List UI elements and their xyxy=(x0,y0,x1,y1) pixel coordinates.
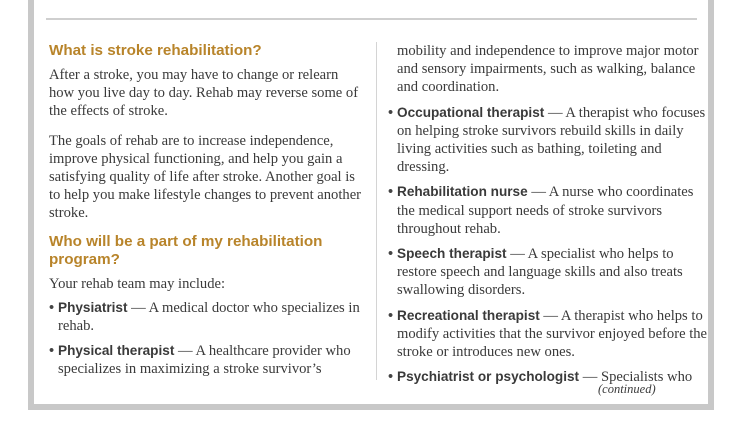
list-item xyxy=(388,183,710,238)
list-item-text: — A therapist who focuses on helping stroke survivors rebuild skills in daily living activities such as bathing, toileting and dressing. xyxy=(397,104,706,176)
list-item-text: — A medical doctor who specializes in rehab. xyxy=(58,299,360,335)
list-item-text: — A specialist who helps to restore speech and language skills and also treats swallowing disorders. xyxy=(397,246,683,299)
paragraph: The goals of rehab are to increase independence, improve physical functioning, and help you gain a satisfying quality of life after stroke. Another goal is to help you make lifestyle changes to prevent another stroke. xyxy=(49,132,362,222)
list-item-text: — Specialists who xyxy=(579,369,693,386)
list-item xyxy=(388,307,710,362)
right-column xyxy=(388,42,710,393)
list-item-term: Psychiatrist or psychologist xyxy=(397,369,580,385)
list-item-term: Occupational therapist xyxy=(397,104,545,120)
list-item-term: Rehabilitation nurse xyxy=(397,184,528,200)
top-rule xyxy=(46,18,697,20)
team-list-right xyxy=(388,104,710,387)
list-item xyxy=(388,104,710,177)
list-item-term: Speech therapist xyxy=(397,246,507,262)
list-item-text: — A healthcare provider who specializes in maximizing a stroke survivor’s xyxy=(58,343,351,378)
list-item-text: — A nurse who coordinates the medical support needs of stroke survivors throughout rehab. xyxy=(397,184,694,237)
list-item-term: Recreational therapist xyxy=(397,307,540,323)
section-heading-stroke-rehab: What is stroke rehabilitation? xyxy=(49,42,262,59)
continued-note: (continued) xyxy=(598,382,656,396)
list-item-term: Physiatrist xyxy=(58,299,128,315)
list-item xyxy=(388,368,710,386)
paragraph-continuation: mobility and independence to improve major motor and sensory impairments, such as walking, balance and coordination. xyxy=(397,43,699,96)
list-item xyxy=(388,245,710,300)
list-item-term: Physical therapist xyxy=(58,343,175,359)
team-list-left xyxy=(49,299,367,379)
paragraph-intro: Your rehab team may include: xyxy=(49,275,226,292)
column-divider xyxy=(376,42,377,380)
list-item xyxy=(49,342,367,378)
section-heading-rehab-team: Who will be a part of my rehabilitation program? xyxy=(49,232,323,268)
list-item-text: — A therapist who helps to modify activities that the survivor enjoyed before the stroke or introduces new ones. xyxy=(397,307,708,361)
left-column xyxy=(49,42,367,386)
list-item xyxy=(49,299,367,335)
paragraph: After a stroke, you may have to change or relearn how you live day to day. Rehab may reverse some of the effects of stroke. xyxy=(49,67,359,120)
